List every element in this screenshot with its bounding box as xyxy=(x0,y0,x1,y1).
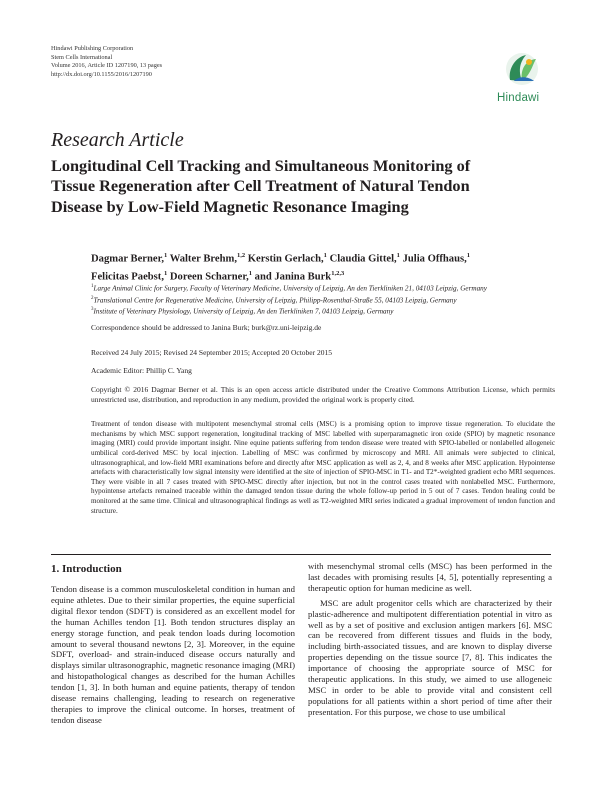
affiliation-number: 2 xyxy=(91,295,94,301)
author-affil-sup: 1 xyxy=(466,252,470,259)
left-column xyxy=(51,584,295,726)
author-affil-sup: 1 xyxy=(163,269,168,277)
author-name: Julia Offhaus, xyxy=(402,253,467,265)
section-divider xyxy=(51,554,551,555)
affiliation-text: Large Animal Clinic for Surgery, Faculty of Veterinary Medicine, University of Leipzig, An den Tierkliniken 21, 04103 Leipzig, Germany xyxy=(93,284,487,293)
hindawi-logo xyxy=(496,50,548,110)
paragraph: MSC are adult progenitor cells which are characterized by their plastic-adherence and multipotent differentiation potential in vitro as well as by a set of positive and exclusion antigen markers [6]. MSC can be recovered from different tissues and fluids in the body, including birth-associated tissues, and are known to display diverse properties depending on the tissue source [7, 8]. This indicates the importance of choosing the appropriate source of MSC for therapeutic applications. In this study, we aimed to use allogeneic MSC in order to be able to provide vital and consistent cell populations for all patients within a short period of time after their presentation. For this purpose, we chose to use umbilical xyxy=(308,597,552,717)
author-affil-sup: 1 xyxy=(248,269,252,277)
correspondence: Correspondence should be addressed to Janina Burk; burk@rz.uni-leipzig.de xyxy=(91,323,322,332)
received-dates: Received 24 July 2015; Revised 24 September 2015; Accepted 20 October 2015 xyxy=(91,348,332,357)
article-title xyxy=(51,156,551,217)
volume-line: Volume 2016, Article ID 1207190, 13 pages xyxy=(51,62,163,70)
author-affil-sup: 1 xyxy=(323,252,327,259)
publisher-line: Hindawi Publishing Corporation xyxy=(51,45,134,52)
abstract: Treatment of tendon disease with multipotent mesenchymal stromal cells (MSC) is a promising option to improve tissue regeneration. To elucidate the mechanisms by which MSC support regeneration, longitudinal tracking of MSC labelled with superparamagnetic iron oxide (SPIO) by magnetic resonance imaging (MRI) could provide important insight. Nine equine patients suffering from tendon disease were treated with SPIO-labelled or nonlabelled allogeneic umbilical cord-derived MSC by local injection. Labelling of MSC was confirmed by microscopy and MRI. All animals were subjected to clinical, ultrasonographical, and low-field MRI examinations before and directly after MSC application as well as 2, 4, and 8 weeks after MSC application. Hypointense artefacts with characteristically low signal intensity were identified at the site of injection of SPIO-MSC in T1- and T2*-weighted gradient echo MRI sequences. They were visible in all 7 cases treated with SPIO-MSC directly after injection, but not in the control cases treated with nonlabelled MSC. Furthermore, hypointense artefacts remained traceable within the damaged tendon tissue during the whole follow-up period in 5 out of 7 cases. Tendon healing could be monitored at the same time. Clinical and ultrasonographical findings as well as T2-weighted MRI series indicated a gradual improvement of tendon function and structure. xyxy=(91,420,555,515)
affiliation-text: Institute of Veterinary Physiology, University of Leipzig, An den Tierkliniken 7, 04103 Leipzig, Germany xyxy=(93,307,394,316)
title-line: Tissue Regeneration after Cell Treatment of Natural Tendon xyxy=(51,176,470,196)
author-name: Dagmar Berner, xyxy=(91,253,164,265)
author-name: Claudia Gittel, xyxy=(329,253,397,265)
academic-editor: Academic Editor: Phillip C. Yang xyxy=(91,366,192,375)
affiliations xyxy=(91,282,561,317)
paragraph: Tendon disease is a common musculoskeletal condition in human and equine athletes. Due to their similar properties, the equine superficial digital flexor tendon (SDFT) is considered as an excellent model for the human Achilles tendon [1]. Both tendon structures display an energy storage function, and peak tendon loads during locomotion amount to several thousand newtons [2, 3]. Moreover, in the equine SDFT, overload- and strain-induced disease occurs naturally and displays similar ultrasonographic, magnetic resonance imaging (MRI) and histopathological changes as described for the human Achilles tendon [1, 3]. In both human and equine patients, therapy of tendon disease remains challenging, leading to research on regenerative therapies to improve the clinical outcome. In horses, treatment of tendon disease xyxy=(51,584,295,725)
author-name: Kerstin Gerlach, xyxy=(247,253,324,265)
author-list xyxy=(91,249,561,284)
journal-line: Stem Cells International xyxy=(51,53,113,61)
author-name: and Janina Burk xyxy=(254,271,332,283)
affiliation-item xyxy=(91,305,561,317)
author-name: Doreen Scharner, xyxy=(169,271,249,283)
copyright-notice: Copyright © 2016 Dagmar Berner et al. This is an open access article distributed under the Creative Commons Attribution License, which permits unrestricted use, distribution, and reproduction in any medium, provided the original work is properly cited. xyxy=(91,385,555,404)
hindawi-logo-mark-icon xyxy=(496,50,548,92)
author-affil-sup: 1 xyxy=(163,252,168,259)
author-affil-sup: 1 xyxy=(396,252,400,259)
title-line: Longitudinal Cell Tracking and Simultaneous Monitoring of xyxy=(51,156,471,175)
paragraph: with mesenchymal stromal cells (MSC) has been performed in the last decades with promising results [4, 5], potentially representing a therapeutic option for human medicine as well. xyxy=(308,561,552,593)
doi-link[interactable]: http://dx.doi.org/10.1155/2016/1207190 xyxy=(51,70,152,78)
journal-header xyxy=(51,45,162,79)
right-column xyxy=(308,561,552,718)
affiliation-number: 1 xyxy=(91,284,94,289)
affiliation-item xyxy=(91,282,561,294)
section-heading: 1. Introduction xyxy=(51,563,122,575)
author-affil-sup: 1,2 xyxy=(236,252,246,259)
author-name: Felicitas Paebst, xyxy=(91,271,164,283)
affiliation-number: 3 xyxy=(91,307,94,313)
section-label: Research Article xyxy=(51,129,184,151)
affiliation-text: Translational Centre for Regenerative Medicine, University of Leipzig, Philipp-Rosenthal-Straße 55, 04103 Leipzig, Germany xyxy=(93,296,457,305)
title-line: Disease by Low-Field Magnetic Resonance Imaging xyxy=(51,196,409,216)
affiliation-item xyxy=(91,294,561,306)
author-affil-sup: 1,2,3 xyxy=(331,269,345,277)
author-name: Walter Brehm, xyxy=(169,253,237,265)
hindawi-logo-text: Hindawi xyxy=(497,92,540,104)
